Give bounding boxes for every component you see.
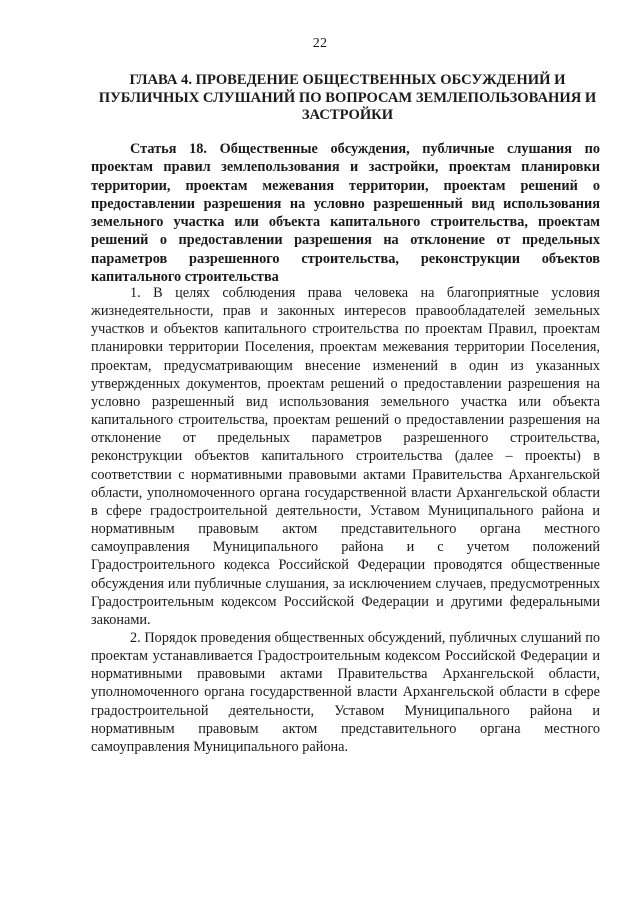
page-number: 22 xyxy=(312,36,328,51)
article-body xyxy=(91,284,600,756)
paragraph-1: 1. В целях соблюдения права человека на благоприятные условия жизнедеятельности, прав и законных интересов правообладателей земельных участков и объектов капитального строительства по проектам Правил, проектам планировки территории Поселения, проектам межевания территории Поселения, проектам, предусматривающим внесение изменений в один из указанных утвержденных документов, проектам решений о предоставлении разрешения на условно разрешенный вид использования земельного участка или объекта капитального строительства, проектам решений о предоставлении разрешения на отклонение от предельных параметров разрешенного строительства, реконструкции объектов капитального строительства (далее – проекты) в соответствии с нормативными правовыми актами Правительства Архангельской области, уполномоченного органа государственной власти Архангельской области в сфере градостроительной деятельности, Уставом Муниципального района и нормативным правовым актом представительного органа местного самоуправления Муниципального района и с учетом положений Градостроительного кодекса Российской Федерации проводятся общественные обсуждения или публичные слушания, за исключением случаев, предусмотренных Градостроительным кодексом Российской Федерации и другими федеральными законами. xyxy=(91,285,600,628)
article-title: Статья 18. Общественные обсуждения, публичные слушания по проектам правил землепользования и застройки, проектам планировки территории, проектам межевания территории, проектам решений о предоставлении разрешения на условно разрешенный вид использования земельного участка или объекта капитального строительства, проектам решений о предоставлении разрешения на отклонение от предельных параметров разрешенного строительства, реконструкции объектов капитального строительства xyxy=(91,141,600,286)
paragraph-2: 2. Порядок проведения общественных обсуждений, публичных слушаний по проектам устанавливается Градостроительным кодексом Российской Федерации и нормативными правовыми актами Правительства Архангельской области, уполномоченного органа государственной власти Архангельской области в сфере градостроительной деятельности, Уставом Муниципального района и нормативным правовым актом представительного органа местного самоуправления Муниципального района. xyxy=(91,629,600,755)
chapter-title: ГЛАВА 4. ПРОВЕДЕНИЕ ОБЩЕСТВЕННЫХ ОБСУЖДЕНИЙ И ПУБЛИЧНЫХ СЛУШАНИЙ ПО ВОПРОСАМ ЗЕМЛЕПОЛЬЗОВАНИЯ И ЗАСТРОЙКИ xyxy=(98,72,597,123)
